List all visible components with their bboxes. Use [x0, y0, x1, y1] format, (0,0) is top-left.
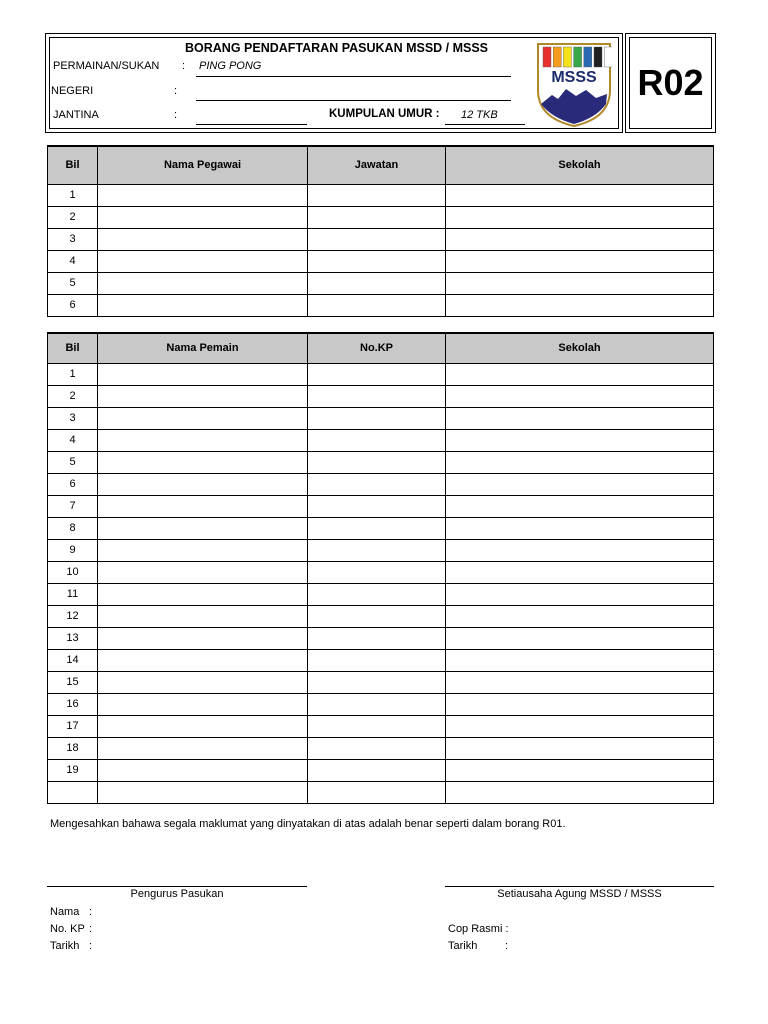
table-row [48, 184, 714, 206]
table-cell[interactable] [308, 294, 446, 316]
table-cell[interactable] [308, 539, 446, 561]
header-sekolah: Sekolah [446, 146, 714, 184]
form-code: R02 [629, 37, 712, 129]
table-cell[interactable] [308, 693, 446, 715]
table-cell[interactable] [98, 759, 308, 781]
permainan-label: PERMAINAN/SUKAN [53, 60, 160, 72]
table-row [48, 495, 714, 517]
row-number: 14 [48, 649, 98, 671]
table-row [48, 781, 714, 803]
row-number: 10 [48, 561, 98, 583]
table-cell[interactable] [446, 627, 714, 649]
table-row [48, 451, 714, 473]
table-cell[interactable] [98, 737, 308, 759]
tarikh-right-colon: : [505, 940, 509, 952]
table-cell[interactable] [308, 759, 446, 781]
table-row [48, 385, 714, 407]
msss-logo [536, 42, 612, 128]
logo-stripe [604, 47, 612, 67]
table-row [48, 473, 714, 495]
table-row [48, 407, 714, 429]
table-cell[interactable] [98, 693, 308, 715]
row-number [48, 781, 98, 803]
negeri-underline[interactable] [196, 100, 511, 101]
pengurus-signature-line[interactable] [47, 886, 307, 887]
row-number: 9 [48, 539, 98, 561]
table-cell[interactable] [446, 539, 714, 561]
row-number: 15 [48, 671, 98, 693]
row-number: 17 [48, 715, 98, 737]
table-cell[interactable] [446, 517, 714, 539]
table-cell[interactable] [98, 206, 308, 228]
header-jawatan: Jawatan [308, 146, 446, 184]
table-cell[interactable] [446, 272, 714, 294]
table-row [48, 228, 714, 250]
table-cell[interactable] [446, 228, 714, 250]
table-cell[interactable] [98, 184, 308, 206]
logo-stripe [574, 47, 582, 67]
table-cell[interactable] [308, 517, 446, 539]
table-cell[interactable] [446, 363, 714, 385]
table-row [48, 737, 714, 759]
tarikh-label: Tarikh [50, 940, 80, 952]
table-cell[interactable] [98, 407, 308, 429]
table-cell[interactable] [98, 473, 308, 495]
table-cell[interactable] [308, 272, 446, 294]
table-cell[interactable] [308, 184, 446, 206]
table-cell[interactable] [446, 473, 714, 495]
row-number: 2 [48, 206, 98, 228]
nokp-label: No. KP [50, 923, 85, 935]
table-row [48, 627, 714, 649]
setiausaha-title: Setiausaha Agung MSSD / MSSS [497, 888, 662, 900]
table-cell[interactable] [308, 429, 446, 451]
row-number: 5 [48, 451, 98, 473]
row-number: 1 [48, 184, 98, 206]
negeri-label: NEGERI [51, 85, 94, 97]
table-cell[interactable] [308, 451, 446, 473]
table-cell[interactable] [308, 737, 446, 759]
form-title: BORANG PENDAFTARAN PASUKAN MSSD / MSSS [185, 41, 489, 55]
header-bil: Bil [48, 333, 98, 363]
table-cell[interactable] [98, 272, 308, 294]
row-number: 13 [48, 627, 98, 649]
table-row [48, 583, 714, 605]
jantina-underline[interactable] [196, 124, 307, 125]
table-cell[interactable] [308, 627, 446, 649]
table-cell[interactable] [446, 715, 714, 737]
table-cell[interactable] [308, 583, 446, 605]
tarikh-colon: : [89, 940, 93, 952]
permainan-underline [196, 76, 511, 77]
row-number: 19 [48, 759, 98, 781]
row-number: 6 [48, 294, 98, 316]
table-cell[interactable] [308, 495, 446, 517]
table-cell[interactable] [98, 583, 308, 605]
table-cell[interactable] [308, 473, 446, 495]
logo-stripe [584, 47, 592, 67]
row-number: 7 [48, 495, 98, 517]
table-cell[interactable] [308, 605, 446, 627]
kumpulan-umur-underline [445, 124, 525, 125]
jantina-label: JANTINA [53, 109, 99, 121]
table-cell[interactable] [98, 715, 308, 737]
pengurus-title: Pengurus Pasukan [130, 888, 224, 900]
cop-rasmi-label: Cop Rasmi : [448, 923, 509, 935]
row-number: 6 [48, 473, 98, 495]
table-cell[interactable] [446, 206, 714, 228]
row-number: 3 [48, 228, 98, 250]
table-cell[interactable] [98, 385, 308, 407]
permainan-colon: : [182, 60, 186, 72]
table-cell[interactable] [446, 294, 714, 316]
table-row [48, 693, 714, 715]
setiausaha-signature-line[interactable] [445, 886, 714, 887]
table-cell[interactable] [308, 206, 446, 228]
officials-table [47, 145, 714, 317]
row-number: 11 [48, 583, 98, 605]
table-row [48, 539, 714, 561]
table-cell[interactable] [446, 759, 714, 781]
logo-stripe [553, 47, 561, 67]
players-table [47, 332, 714, 804]
jantina-colon: : [174, 109, 178, 121]
table-row [48, 206, 714, 228]
table-cell[interactable] [446, 561, 714, 583]
table-cell[interactable] [446, 407, 714, 429]
row-number: 2 [48, 385, 98, 407]
header-nama-pemain: Nama Pemain [98, 333, 308, 363]
table-row [48, 294, 714, 316]
table-cell[interactable] [446, 429, 714, 451]
negeri-colon: : [174, 85, 178, 97]
row-number: 4 [48, 250, 98, 272]
certification-text: Mengesahkan bahawa segala maklumat yang dinyatakan di atas adalah benar seperti dalam borang R01. [50, 818, 566, 830]
table-row [48, 561, 714, 583]
table-row [48, 250, 714, 272]
table-cell[interactable] [446, 781, 714, 803]
table-cell[interactable] [446, 250, 714, 272]
table-cell[interactable] [446, 737, 714, 759]
table-cell[interactable] [308, 715, 446, 737]
table-row [48, 715, 714, 737]
table-row [48, 429, 714, 451]
table-cell[interactable] [98, 781, 308, 803]
table-cell[interactable] [308, 781, 446, 803]
table-row [48, 649, 714, 671]
table-cell[interactable] [98, 228, 308, 250]
table-cell[interactable] [98, 627, 308, 649]
table-row [48, 759, 714, 781]
logo-stripe [543, 47, 551, 67]
table-cell[interactable] [98, 495, 308, 517]
row-number: 12 [48, 605, 98, 627]
table-cell[interactable] [98, 517, 308, 539]
table-cell[interactable] [98, 561, 308, 583]
header-sekolah: Sekolah [446, 333, 714, 363]
table-cell[interactable] [98, 250, 308, 272]
table-cell[interactable] [308, 385, 446, 407]
table-row [48, 605, 714, 627]
table-cell[interactable] [98, 605, 308, 627]
table-cell[interactable] [98, 294, 308, 316]
row-number: 3 [48, 407, 98, 429]
tarikh-right-label: Tarikh [448, 940, 478, 952]
table-cell[interactable] [446, 649, 714, 671]
table-row [48, 363, 714, 385]
nama-colon: : [89, 906, 93, 918]
nokp-colon: : [89, 923, 93, 935]
logo-text: MSSS [551, 69, 597, 86]
header-bil: Bil [48, 146, 98, 184]
table-cell[interactable] [98, 671, 308, 693]
table-row [48, 272, 714, 294]
table-cell[interactable] [446, 184, 714, 206]
permainan-value[interactable]: PING PONG [199, 60, 262, 72]
table-cell[interactable] [446, 693, 714, 715]
row-number: 5 [48, 272, 98, 294]
table-cell[interactable] [98, 363, 308, 385]
header-no-kp: No.KP [308, 333, 446, 363]
table-cell[interactable] [446, 583, 714, 605]
table-cell[interactable] [308, 228, 446, 250]
table-cell[interactable] [446, 605, 714, 627]
row-number: 16 [48, 693, 98, 715]
header-nama-pegawai: Nama Pegawai [98, 146, 308, 184]
logo-stripe [594, 47, 602, 67]
table-cell[interactable] [308, 561, 446, 583]
table-cell[interactable] [98, 429, 308, 451]
table-row [48, 517, 714, 539]
logo-stripes [543, 47, 612, 67]
row-number: 4 [48, 429, 98, 451]
table-cell[interactable] [308, 407, 446, 429]
table-cell[interactable] [308, 363, 446, 385]
kumpulan-umur-value[interactable]: 12 TKB [461, 109, 498, 121]
logo-stripe [563, 47, 571, 67]
row-number: 18 [48, 737, 98, 759]
table-cell[interactable] [446, 495, 714, 517]
table-cell[interactable] [446, 451, 714, 473]
kumpulan-umur-label: KUMPULAN UMUR : [329, 108, 440, 120]
row-number: 8 [48, 517, 98, 539]
table-cell[interactable] [98, 649, 308, 671]
table-cell[interactable] [446, 385, 714, 407]
nama-label: Nama [50, 906, 80, 918]
table-row [48, 671, 714, 693]
table-cell[interactable] [446, 671, 714, 693]
row-number: 1 [48, 363, 98, 385]
form-code-box [625, 33, 716, 133]
table-cell[interactable] [98, 451, 308, 473]
table-cell[interactable] [308, 250, 446, 272]
table-cell[interactable] [308, 649, 446, 671]
table-cell[interactable] [308, 671, 446, 693]
table-cell[interactable] [98, 539, 308, 561]
